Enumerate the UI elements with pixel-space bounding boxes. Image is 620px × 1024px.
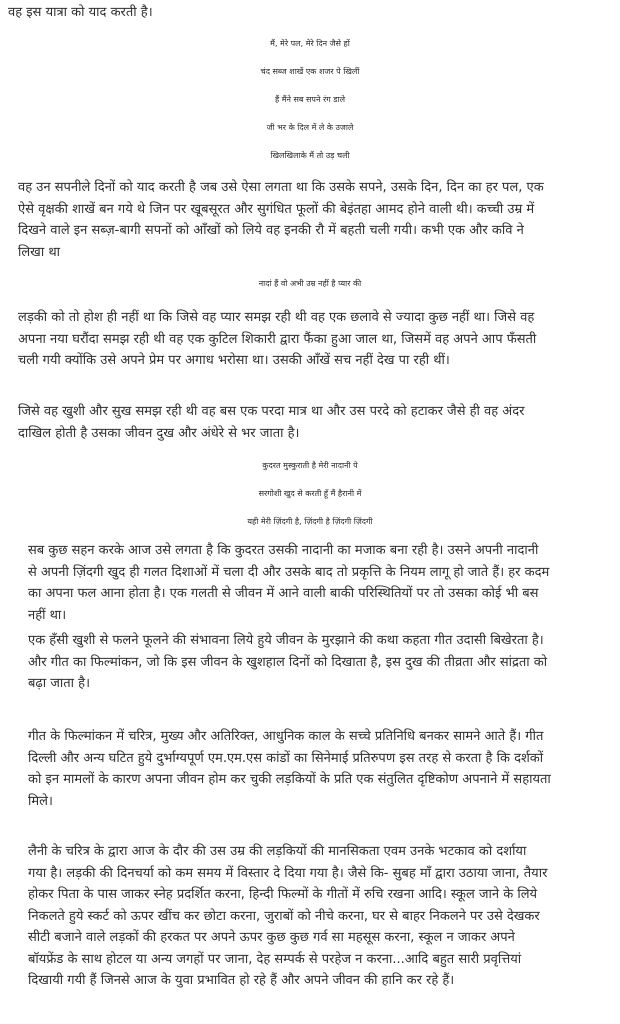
paragraph-line: लैनी के चरित्र के द्वारा आज के दौर की उस उम्र की लड़कियों की मानसिकता एवम उनके भटकाव को दर्शाया [28,844,527,859]
paragraph-line: दिखायी गयी हैं जिनसे आज के युवा प्रभावित हो रहे हैं और अपने जीवन की हानि कर रहे हैं। [28,973,455,988]
lyric-line: यही मेरी ज़िंदगी है, ज़िंदगी है ज़िंदगी ज़िंदगी [247,517,373,526]
lyric-line: चंद सब्ज शाखें एक शजर पे खिलीं [260,67,360,76]
paragraph-line: नहीं था। [28,607,67,623]
paragraph-5 [28,630,547,695]
lyric-line: नादां हैं वो अभी उम्र नहीं है प्यार की [258,279,362,288]
paragraph-line: एक हँसी खुशी से फलने फूलने की संभावना लिये हुये जीवन के मुरझाने की कथा कहता गीत उदासी बिखेरता है। [28,633,544,648]
paragraph-line: ऐसे वृक्षकी शाखें बन गये थे जिन पर खूबसूरत और सुगंधित फूलों की बेइंतहा आमद होने वाली थी। कच्ची उम्र में [18,201,535,217]
paragraph-line: लड़की को तो होश ही नहीं था कि जिसे वह प्यार समझ रही थी वह एक छलावे से ज्यादा कुछ नहीं था। जिसे वह [18,310,535,325]
paragraph-line: गया है। लड़की की दिनचर्या को कम समय में विस्तार दे दिया गया है। जैसे कि- सुबह माँ द्वारा उठाया जाना, तैयार [28,865,548,881]
lyric-line: हैं मैंने सब सपने रंग डाले [274,95,346,104]
paragraph-line: सब कुछ सहन करके आज उसे लगता है कि कुदरत उसकी नादानी का मजाक बना रही है। उसने अपनी नादानी [28,543,539,558]
paragraph-3 [18,401,524,444]
paragraph-7 [28,841,547,992]
paragraph-line: लिखा था [18,244,60,260]
song-lyrics-stanza-2 [0,452,620,536]
paragraph-line: सीटी बजाने वाले लड़कों की हरकत पर अपने ऊपर कुछ कुछ गर्व सा महसूस करना, स्कूल न जाकर अपने [28,930,515,945]
paragraph-line: जिसे वह खुशी और सुख समझ रही थी वह बस एक परदा मात्र था और उस परदे को हटाकर जैसे ही वह अंदर [18,404,525,419]
paragraph-line: होकर पिता के पास जाकर स्नेह प्रदर्शित करना, हिन्दी फिल्मों के गीतों में रुचि रखना आदि। स्कूल जाने के लिये [28,887,538,902]
lyric-line: खिलखिलाके मैं तो उड़ चली [270,151,350,160]
paragraph-line: दिखने वाले इन सब्ज़-बागी सपनों को आँखों को लिये वह इनकी रौ में बहती चली गयी। कभी एक और कवि ने [18,223,524,238]
paragraph-line: बढ़ा जाता है। [28,676,90,691]
paragraph-line: से अपनी ज़िंदगी खुद ही गलत दिशाओं में चला दी और उसके बाद तो प्रकृत्ति के नियम लागू हो जाते हैं। हर कदम [28,564,550,580]
paragraph-line: अपना नया घरौंदा समझ रही थी वह एक कुटिल शिकारी द्वारा फैंका हुआ जाल था, जिसमें वह अपने आप फँसती [18,331,537,347]
paragraph-line: का अपना फल आना होता है। एक गलती से जीवन में आने वाली बाकी परिस्थितियों पर तो उसका कोई भी बस [28,586,539,601]
paragraph-line: निकलते हुये स्कर्ट को ऊपर खींच कर छोटा करना, जुराबों को नीचे करना, घर से बाहर निकलने पर उसे देखकर [28,908,540,924]
paragraph-line: दिल्ली और अन्य घटित हुये दुर्भाग्यपूर्ण एम.एम.एस कांडों का सिनेमाई प्रतिरुपण इस तरह से करता है कि दर्शकों [28,750,544,766]
paragraph-line: दाखिल होती है उसका जीवन दुख और अंधेरे से भर जाता है। [18,425,300,441]
paragraph-line: मिले। [28,793,53,809]
paragraph-line: को इन मामलों के कारण अपना जीवन होम कर चुकी लड़कियों के प्रति एक संतुलित दृष्टिकोण अपनाने में सहायता [28,772,551,787]
paragraph-6 [28,726,551,812]
paragraph-4 [28,540,549,626]
paragraph-1 [18,177,544,263]
intro-line-text: वह इस यात्रा को याद करती है। [8,5,153,20]
paragraph-2 [18,307,536,372]
paragraph-line: बॉयफ्रेंड के साथ होटल या अन्य जगहों पर जाना, देह सम्पर्क से परहेज न करना...आदि बहुत सारी प्रवृत्तियां [28,951,522,967]
paragraph-line: वह उन सपनीले दिनों को याद करती है जब उसे ऐसा लगता था कि उसके सपने, उसके दिन, दिन का हर पल, एक [18,180,544,195]
song-quote-line [0,270,620,298]
lyric-line: कुदरत मुस्कुराती है मेरी नादानी पे [262,461,358,470]
lyric-line: सरगोशी खुद से करती हूँ मैं हैरानी में [258,489,362,498]
song-lyrics-stanza-1 [0,30,620,170]
paragraph-line: और गीत का फिल्मांकन, जो कि इस जीवन के खुशहाल दिनों को दिखाता है, इस दुख की तीव्रता और सांद्रता को [28,654,548,670]
lyric-line: जी भर के दिल में ले के उजाले [266,123,354,132]
paragraph-line: गीत के फिल्मांकन में चरित्र, मुख्य और अतिरिक्त, आधुनिक काल के सच्चे प्रतिनिधि बनकर सामने आते हैं। गीत [28,729,544,744]
intro-line [8,2,153,24]
lyric-line: मैं, मेरे पल, मेरे दिन जैसे हों [270,39,350,48]
paragraph-line: चली गयी क्योंकि उसे अपने प्रेम पर अगाध भरोसा था। उसकी आँखें सच नहीं देख पा रही थीं। [18,353,450,368]
